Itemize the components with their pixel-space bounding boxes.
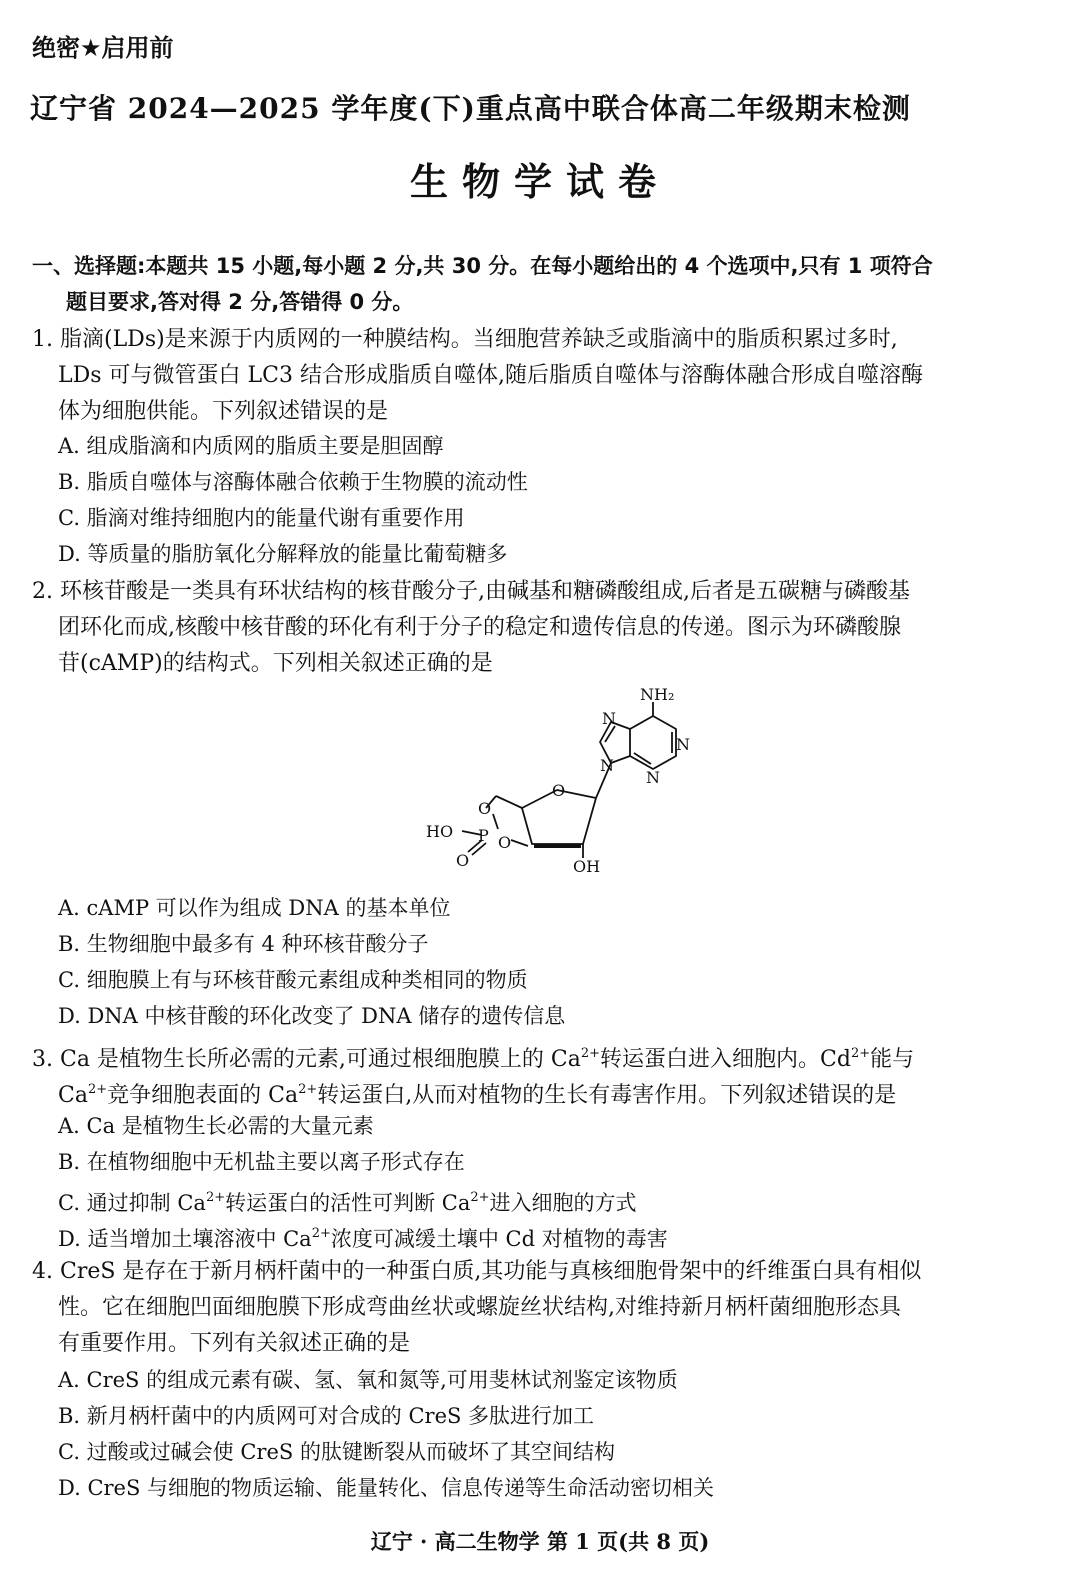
q3-stem1-part-c: 能与 [870,1047,915,1072]
q3-stem2-part-a: Ca [58,1083,88,1108]
q2-option-a: A. cAMP 可以作为组成 DNA 的基本单位 [58,896,451,920]
q2-stem-line-1: 2. 环核苷酸是一类具有环状结构的核苷酸分子,由碱基和糖磷酸组成,后者是五碳糖与磷酸基 [32,579,910,604]
q3-stem1-part-a: 3. Ca 是植物生长所必需的元素,可通过根细胞膜上的 Ca [32,1047,581,1072]
q1-stem-line-3: 体为细胞供能。下列叙述错误的是 [58,399,389,424]
section-instruction-line-2: 题目要求,答对得 2 分,答错得 0 分。 [66,290,414,314]
q1-option-a: A. 组成脂滴和内质网的脂质主要是胆固醇 [58,434,444,458]
page-footer: 辽宁 · 高二生物学 第 1 页(共 8 页) [370,1529,710,1554]
n-label-4: N [600,756,614,775]
q4-stem-line-1: 4. CreS 是存在于新月柄杆菌中的一种蛋白质,其功能与真核细胞骨架中的纤维蛋白具有相似 [32,1259,922,1284]
ring-o-label: O [552,781,566,800]
pyrimidine-ring [630,716,676,769]
q3-option-a: A. Ca 是植物生长必需的大量元素 [58,1114,374,1138]
nh2-label: NH₂ [640,686,675,704]
q3-stem2-sup-1: 2+ [87,1082,108,1097]
q2-option-c: C. 细胞膜上有与环核苷酸元素组成种类相同的物质 [58,968,528,992]
section-instruction-line-1: 一、选择题:本题共 15 小题,每小题 2 分,共 30 分。在每小题给出的 4 个选项中,只有 1 项符合 [32,254,933,278]
exam-title: 辽宁省 2024—2025 学年度(下)重点高中联合体高二年级期末检测 [30,92,911,125]
q4-option-d: D. CreS 与细胞的物质运输、能量转化、信息传递等生命活动密切相关 [58,1476,715,1500]
q4-option-b: B. 新月柄杆菌中的内质网可对合成的 CreS 多肽进行加工 [58,1404,595,1428]
double-o-label: O [456,851,470,870]
n-label-1: N [676,735,690,754]
q3-optc-part-c: 进入细胞的方式 [489,1191,637,1215]
q3-stem1-sup-2: 2+ [850,1046,871,1061]
q1-option-c: C. 脂滴对维持细胞内的能量代谢有重要作用 [58,506,465,530]
q3-option-c [58,1184,637,1217]
camp-structure-figure [400,686,720,886]
q3-optc-part-b: 转运蛋白的活性可判断 Ca [225,1191,471,1215]
q1-option-b: B. 脂质自噬体与溶酶体融合依赖于生物膜的流动性 [58,470,528,494]
q3-optc-part-a: C. 通过抑制 Ca [58,1191,206,1215]
q3-optc-sup-1: 2+ [205,1190,226,1205]
q4-stem-line-3: 有重要作用。下列有关叙述正确的是 [58,1331,411,1356]
q3-stem2-part-c: 转运蛋白,从而对植物的生长有毒害作用。下列叙述错误的是 [317,1083,897,1108]
q2-stem-line-2: 团环化而成,核酸中核苷酸的环化有利于分子的稳定和遗传信息的传递。图示为环磷酸腺 [58,615,901,640]
q2-option-d: D. DNA 中核苷酸的环化改变了 DNA 储存的遗传信息 [58,1004,566,1028]
o3-label: O [498,833,512,852]
n-label-2: N [646,768,660,787]
q3-stem-line-1 [32,1040,914,1074]
q3-stem1-sup-1: 2+ [580,1046,601,1061]
q3-stem-line-2 [58,1076,896,1110]
q3-stem2-part-b: 竞争细胞表面的 Ca [107,1083,299,1108]
q3-option-b: B. 在植物细胞中无机盐主要以离子形式存在 [58,1150,465,1174]
q3-stem1-part-b: 转运蛋白进入细胞内。Cd [600,1047,851,1072]
q3-optd-part-a: D. 适当增加土壤溶液中 Ca [58,1227,312,1251]
ho-label: HO [426,822,454,841]
q3-optd-part-b: 浓度可减缓土壤中 Cd 对植物的毒害 [330,1227,668,1251]
oh-label: OH [573,857,601,876]
q2-option-b: B. 生物细胞中最多有 4 种环核苷酸分子 [58,932,429,956]
q2-stem-line-3: 苷(cAMP)的结构式。下列相关叙述正确的是 [58,651,493,676]
q4-option-c: C. 过酸或过碱会使 CreS 的肽键断裂从而破坏了其空间结构 [58,1440,615,1464]
q4-stem-line-2: 性。它在细胞凹面细胞膜下形成弯曲丝状或螺旋丝状结构,对维持新月柄杆菌细胞形态具 [58,1295,901,1320]
q4-option-a: A. CreS 的组成元素有碳、氢、氧和氮等,可用斐林试剂鉴定该物质 [58,1368,678,1392]
n-label-3: N [602,709,616,728]
q3-optc-sup-2: 2+ [470,1190,490,1205]
q3-optd-sup-1: 2+ [311,1226,331,1241]
o5-label: O [478,799,492,818]
secret-mark: 绝密★启用前 [32,34,174,62]
q1-option-d: D. 等质量的脂肪氧化分解释放的能量比葡萄糖多 [58,542,508,566]
p-label: P [478,826,489,845]
q3-stem2-sup-2: 2+ [298,1082,318,1097]
q1-stem-line-2: LDs 可与微管蛋白 LC3 结合形成脂质自噬体,随后脂质自噬体与溶酶体融合形成自噬溶酶 [58,363,923,388]
q1-stem-line-1: 1. 脂滴(LDs)是来源于内质网的一种膜结构。当细胞营养缺乏或脂滴中的脂质积累过多时, [32,327,898,352]
subject-title: 生物学试卷 [409,160,670,204]
q3-option-d [58,1220,668,1253]
